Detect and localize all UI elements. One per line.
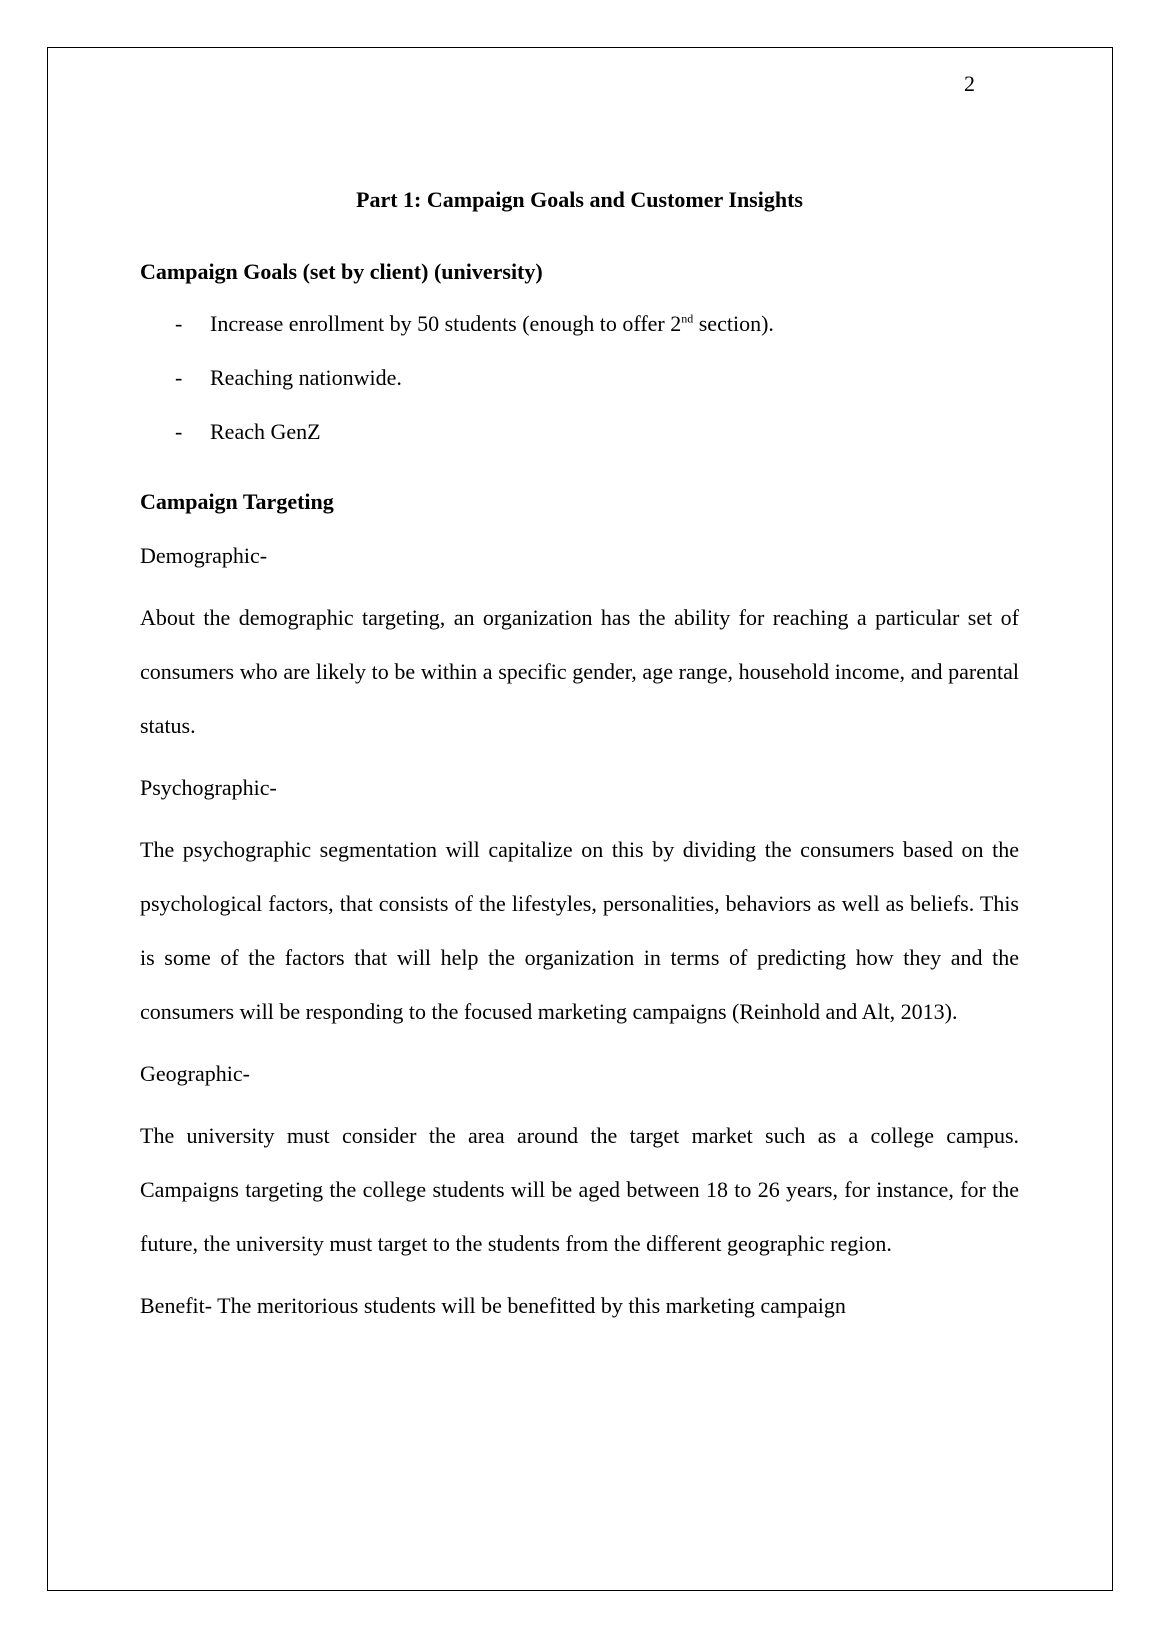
benefit-line: Benefit- The meritorious students will be benefitted by this marketing campaign: [140, 1293, 846, 1318]
bullet-dash: -: [175, 311, 183, 336]
ordinal-superscript: nd: [681, 311, 694, 326]
document-body: [140, 183, 1019, 1323]
list-item: [140, 361, 1019, 395]
psychographic-paragraph: The psychographic segmentation will capitalize on this by dividing the consumers based on the psychological factors, that consists of the lifestyles, personalities, behaviors as well as beliefs. This is some of the factors that will help the organization in terms of predicting how they and the consumers will be responding to the focused marketing campaigns (Reinhold and Alt, 2013).: [140, 837, 1019, 1024]
part-title: Part 1: Campaign Goals and Customer Insights: [356, 187, 803, 212]
campaign-goals-heading: Campaign Goals (set by client) (university): [140, 259, 543, 284]
page-number: 2: [964, 71, 975, 96]
list-item: [140, 307, 1019, 341]
campaign-goals-list: [140, 307, 1019, 449]
bullet-dash: -: [175, 419, 183, 444]
demographic-paragraph: About the demographic targeting, an organization has the ability for reaching a particular set of consumers who are likely to be within a specific gender, age range, household income, and parental status.: [140, 605, 1019, 738]
goal-nationwide: Reaching nationwide.: [210, 365, 402, 390]
goal-enrollment: [210, 307, 774, 341]
goal-genz: Reach GenZ: [210, 419, 321, 444]
demographic-label: Demographic-: [140, 543, 268, 568]
campaign-targeting-heading: Campaign Targeting: [140, 489, 334, 514]
list-item: [140, 415, 1019, 449]
bullet-dash: -: [175, 365, 183, 390]
goal-enrollment-text: Increase enrollment by 50 students (enough to offer 2: [210, 311, 682, 336]
psychographic-label: Psychographic-: [140, 775, 277, 800]
geographic-paragraph: The university must consider the area around the target market such as a college campus. Campaigns targeting the college students will be aged between 18 to 26 years, for instance, for the future, the university must target to the students from the different geographic region.: [140, 1123, 1019, 1256]
geographic-label: Geographic-: [140, 1061, 250, 1086]
goal-enrollment-text-end: section).: [693, 311, 774, 336]
